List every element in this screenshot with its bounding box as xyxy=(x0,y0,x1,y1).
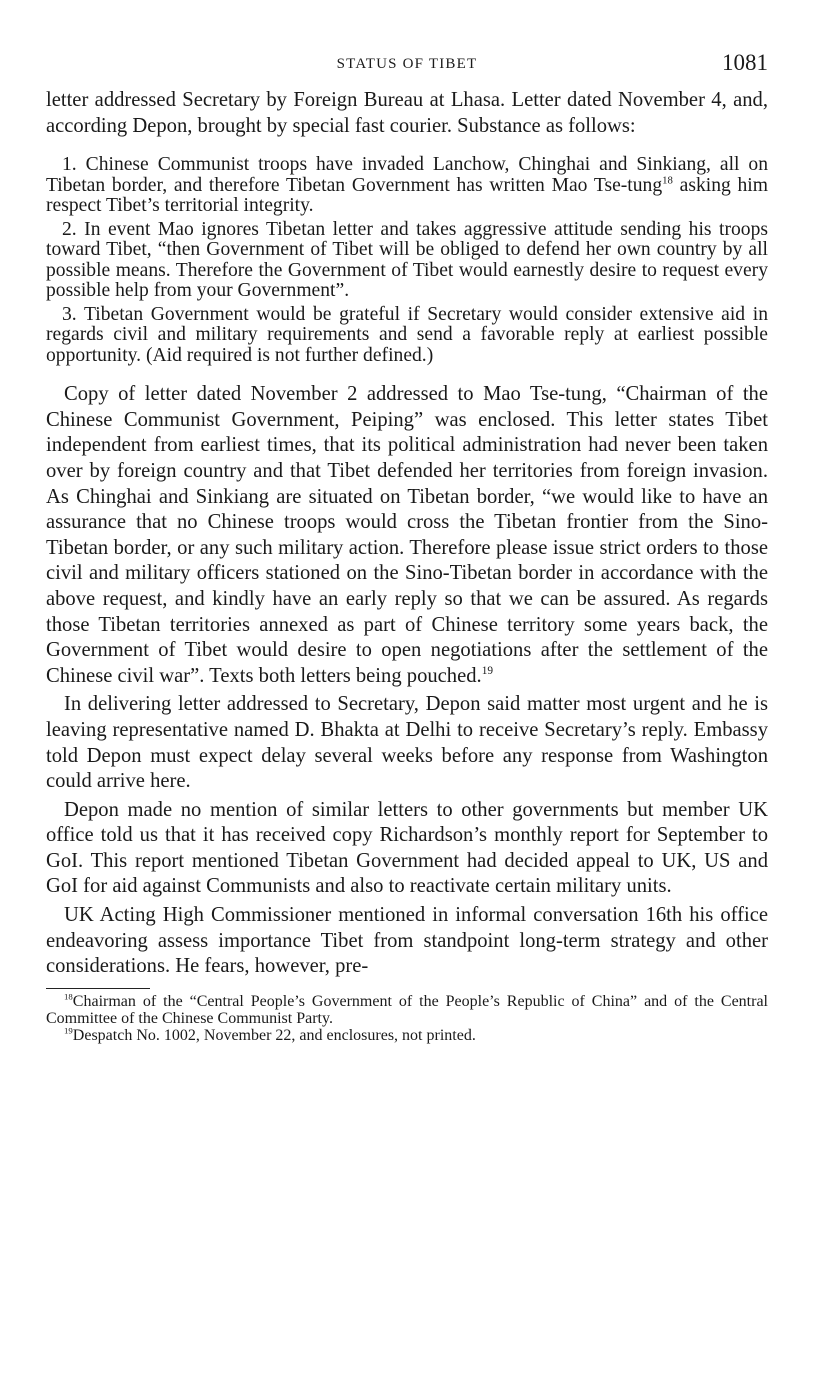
list-item-text: asking him respect Tibet’s territorial integrity. xyxy=(46,174,768,217)
footnote xyxy=(46,993,768,1027)
footnote-number: 18 xyxy=(64,991,73,1002)
footnote-text: Chairman of the “Central People’s Government of the People’s Republic of China” and of the Central Committee of the Chinese Communist Party. xyxy=(46,992,768,1027)
footnote-ref: 19 xyxy=(481,664,494,677)
footnote-ref: 18 xyxy=(662,174,673,187)
body-paragraph: UK Acting High Commissioner mentioned in informal conversation 16th his office endeavoring assess importance Tibet from standpoint long-term strategy and other considerations. He fears, however, pre- xyxy=(46,904,768,978)
body-paragraph xyxy=(46,382,768,689)
paragraph-text: Copy of letter dated November 2 addressed to Mao Tse-tung, “Chairman of the Chinese Communist Government, Peiping” was enclosed. This letter states Tibet independent from earliest times, that its political administration had never been taken over by foreign country and that Tibet defended her territories from foreign invasion. As Chinghai and Sinkiang are situated on Tibetan border, “we would like to have an assurance that no Chinese troops would cross the Tibetan frontier from the Sino-Tibetan border, or any such military action. Therefore please issue strict orders to those civil and military officers stationed on the Sino-Tibetan border in accordance with the above request, and kindly have an early reply so that we can be assured. As regards those Tibetan territories annexed as part of Chinese territory some years back, the Government of Tibet would desire to open negotiations after the settlement of the Chinese civil war”. Texts both letters being pouched. xyxy=(46,383,768,687)
footnote-text: Despatch No. 1002, November 22, and enclosures, not printed. xyxy=(72,1026,476,1044)
footnote-divider xyxy=(46,988,150,989)
footnote-number: 19 xyxy=(64,1025,73,1036)
page-number: 1081 xyxy=(722,50,768,75)
footnotes xyxy=(46,993,768,1044)
numbered-list xyxy=(46,155,768,366)
footnote xyxy=(46,1027,768,1044)
list-item-text: 1. Chinese Communist troops have invaded Lanchow, Chinghai and Sinkiang, all on Tibetan border, and therefore Tibetan Government has written Mao Tse-tung xyxy=(46,154,768,196)
document-page xyxy=(46,50,768,1044)
body-paragraph: In delivering letter addressed to Secretary, Depon said matter most urgent and he is leaving representative named D. Bhakta at Delhi to receive Secretary’s reply. Embassy told Depon must expect delay several weeks before any response from Washington could arrive here. xyxy=(46,693,768,793)
list-item: 3. Tibetan Government would be grateful if Secretary would consider extensive aid in regards civil and military requirements and send a favorable reply at earliest possible opportunity. (Aid required is not further defined.) xyxy=(46,303,768,366)
list-item xyxy=(46,155,768,217)
lead-paragraph: letter addressed Secretary by Foreign Bureau at Lhasa. Letter dated November 4, and, according Depon, brought by special fast courier. Substance as follows: xyxy=(46,89,768,137)
list-item: 2. In event Mao ignores Tibetan letter and takes aggressive attitude sending his troops toward Tibet, “then Government of Tibet will be obliged to defend her own country by all possible means. Therefore the Government of Tibet would earnestly desire to request every possible help from your Government”. xyxy=(46,218,768,302)
page-header xyxy=(46,50,768,88)
running-title: STATUS OF TIBET xyxy=(336,56,478,72)
body-paragraph: Depon made no mention of similar letters to other governments but member UK office told us that it has received copy Richardson’s monthly report for September to GoI. This report mentioned Tibetan Government had decided appeal to UK, US and GoI for aid against Communists and also to reactivate certain military units. xyxy=(46,798,768,898)
body-text xyxy=(46,382,768,980)
